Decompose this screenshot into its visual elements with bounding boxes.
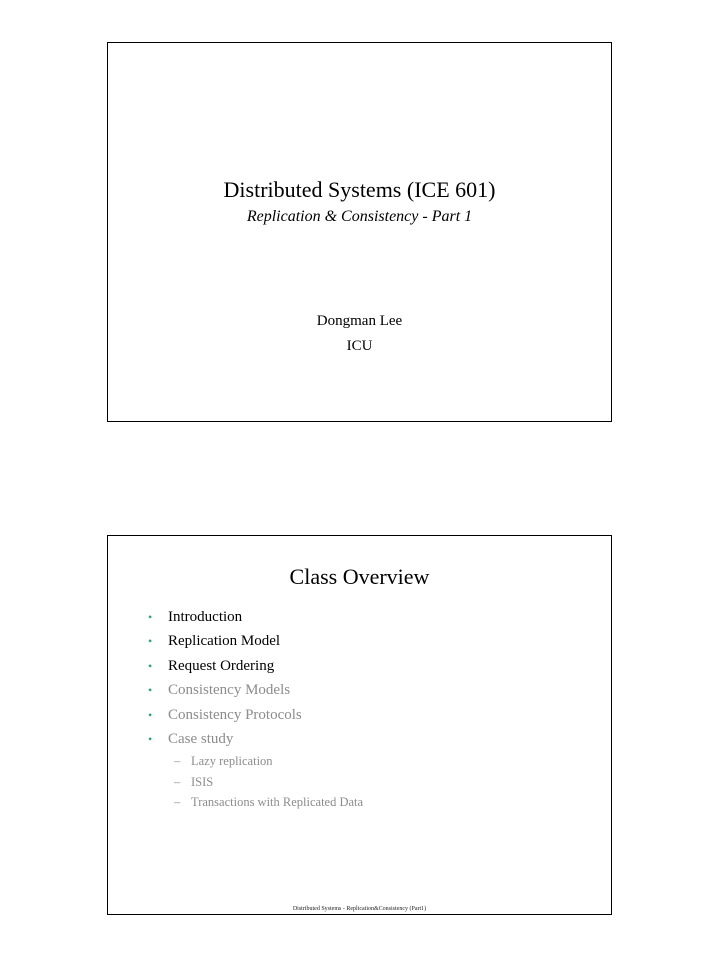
sub-bullet-list <box>148 751 363 813</box>
author-name: Dongman Lee <box>316 313 403 329</box>
bullet-item-replication-model <box>148 629 363 653</box>
bullet-label: Consistency Protocols <box>168 706 302 723</box>
dash-icon: – <box>174 795 181 810</box>
bullet-label: Request Ordering <box>168 657 275 674</box>
bullet-label: Case study <box>168 730 234 747</box>
overview-slide <box>107 535 612 915</box>
dash-icon: – <box>174 754 181 769</box>
bullet-list <box>148 605 363 813</box>
bullet-item-consistency-models <box>148 678 363 702</box>
sub-item-transactions <box>174 792 363 813</box>
sub-item-lazy-replication <box>174 751 363 772</box>
bullet-label: Introduction <box>168 609 243 625</box>
bullet-icon: • <box>148 634 153 649</box>
sub-item-label: Transactions with Replicated Data <box>191 795 364 810</box>
dash-icon: – <box>174 774 181 789</box>
bullet-item-case-study <box>148 727 363 751</box>
bullet-item-request-ordering <box>148 654 363 678</box>
bullet-icon: • <box>148 731 153 746</box>
bullet-icon: • <box>148 707 153 722</box>
author-affiliation: ICU <box>346 338 373 354</box>
bullet-label: Replication Model <box>168 633 281 650</box>
sub-item-isis <box>174 772 363 793</box>
bullet-icon: • <box>148 610 153 624</box>
sub-item-label: ISIS <box>191 774 214 789</box>
slide-title: Class Overview <box>289 564 430 589</box>
title-slide <box>107 42 612 422</box>
sub-list-container <box>148 751 363 813</box>
slide-subtitle: Replication & Consistency - Part 1 <box>246 208 473 225</box>
bullet-item-introduction <box>148 605 363 629</box>
sub-item-label: Lazy replication <box>191 754 273 769</box>
bullet-icon: • <box>148 683 153 698</box>
bullet-label: Consistency Models <box>168 682 291 699</box>
slide-title: Distributed Systems (ICE 601) <box>223 177 496 202</box>
bullet-icon: • <box>148 658 153 673</box>
bullet-item-consistency-protocols <box>148 703 363 727</box>
slide-footer: Distributed Systems - Replication&Consistency (Part1) <box>292 906 427 912</box>
